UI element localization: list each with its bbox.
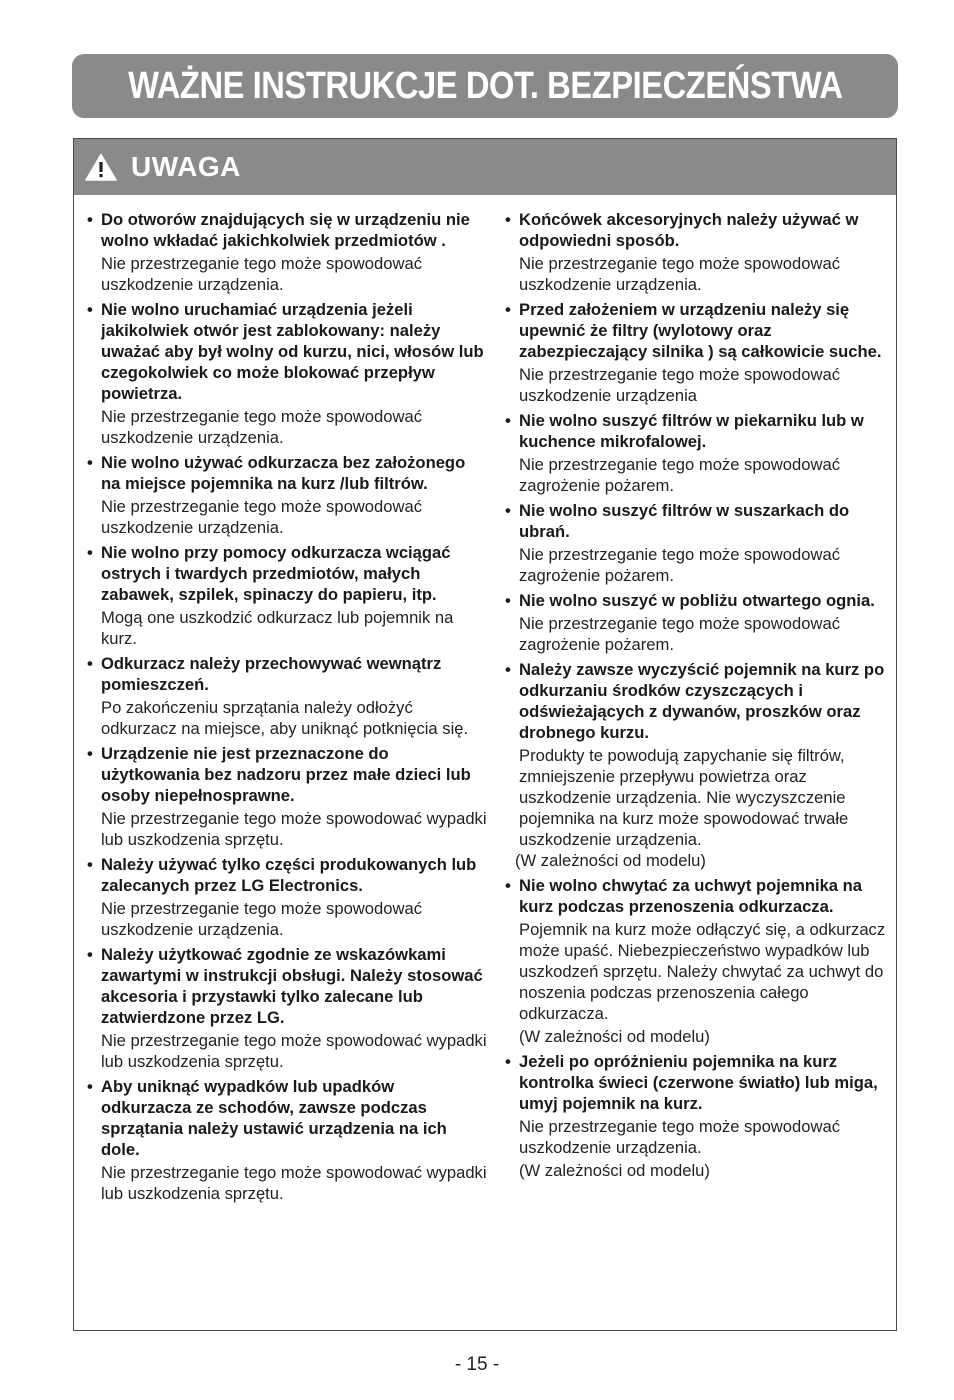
caution-box [73,138,897,1331]
list-item [87,209,487,295]
item-heading: • Należy używać tylko części produkowanych lub zalecanych przez LG Electronics. [87,854,487,896]
list-item [87,944,487,1072]
list-item [505,1051,889,1181]
caution-label: UWAGA [131,151,241,182]
item-body: Nie przestrzeganie tego może spowodować wypadki lub uszkodzenia sprzętu. [101,1031,487,1071]
list-item [505,875,889,1047]
model-note: (W zależności od modelu) [519,1027,710,1046]
list-item [505,299,889,406]
item-body: Po zakończeniu sprzątania należy odłożyć odkurzacz na miejsce, aby uniknąć potknięcia się. [101,698,469,738]
item-body: Mogą one uszkodzić odkurzacz lub pojemnik na kurz. [101,608,454,648]
list-item [87,299,487,448]
item-body: Nie przestrzeganie tego może spowodować zagrożenie pożarem. [519,455,840,495]
list-item [87,854,487,940]
item-body: Pojemnik na kurz może odłączyć się, a odkurzacz może upaść. Niebezpieczeństwo wypadków lub uszkodzeń sprzętu. Należy chwytać za uchwyt do noszenia podczas przenoszenia całego odkurzacza. [519,920,886,1023]
item-heading: • Nie wolno używać odkurzacza bez założonego na miejsce pojemnika na kurz /lub filtrów. [87,452,487,494]
item-body: Nie przestrzeganie tego może spowodować uszkodzenie urządzenia. [101,899,422,939]
list-item [87,743,487,850]
page-title-bar [72,54,898,118]
item-body: Nie przestrzeganie tego może spowodować uszkodzenie urządzenia. [519,254,840,294]
item-heading: • Przed założeniem w urządzeniu należy się upewnić że filtry (wylotowy oraz zabezpieczający silnika ) są całkowicie suche. [505,299,889,362]
item-body: Nie przestrzeganie tego może spowodować uszkodzenie urządzenia. [101,407,422,447]
page-title: WAŻNE INSTRUKCJE DOT. BEZPIECZEŃSTWA [127,64,843,107]
item-heading: • Nie wolno suszyć filtrów w piekarniku lub w kuchence mikrofalowej. [505,410,889,452]
item-heading: • Nie wolno suszyć w pobliżu otwartego ognia. [505,590,889,611]
item-body: Nie przestrzeganie tego może spowodować uszkodzenie urządzenia [519,365,840,405]
item-heading: • Urządzenie nie jest przeznaczone do użytkowania bez nadzoru przez małe dzieci lub osoby niepełnosprawne. [87,743,487,806]
list-item [505,209,889,295]
model-note: (W zależności od modelu) [519,1161,710,1180]
item-body: Nie przestrzeganie tego może spowodować uszkodzenie urządzenia. [101,254,422,294]
item-heading: • Należy użytkować zgodnie ze wskazówkami zawartymi w instrukcji obsługi. Należy stosować akcesoria i przystawki tylko zalecane lub zatwierdzone przez LG. [87,944,487,1028]
item-heading: • Do otworów znajdujących się w urządzeniu nie wolno wkładać jakichkolwiek przedmiotów . [87,209,487,251]
item-heading: • Odkurzacz należy przechowywać wewnątrz pomieszczeń. [87,653,487,695]
item-heading: • Aby uniknąć wypadków lub upadków odkurzacza ze schodów, zawsze podczas sprzątania należy ustawić urządzenia na ich dole. [87,1076,487,1160]
list-item [505,590,889,655]
right-column [505,209,889,1185]
item-heading: • Końcówek akcesoryjnych należy używać w odpowiedni sposób. [505,209,889,251]
list-item [87,1076,487,1204]
item-heading: • Jeżeli po opróżnieniu pojemnika na kurz kontrolka świeci (czerwone światło) lub miga, umyj pojemnik na kurz. [505,1051,889,1114]
model-note: (W zależności od modelu) [515,851,706,870]
list-item [505,410,889,496]
item-body: Nie przestrzeganie tego może spowodować wypadki lub uszkodzenia sprzętu. [101,1163,487,1203]
item-heading: • Nie wolno uruchamiać urządzenia jeżeli jakikolwiek otwór jest zablokowany: należy uważać aby był wolny od kurzu, nici, włosów lub czegokolwiek co może blokować przepływ powietrza. [87,299,487,404]
list-item [87,653,487,739]
item-body: Nie przestrzeganie tego może spowodować zagrożenie pożarem. [519,545,840,585]
list-item [505,659,889,871]
list-item [87,542,487,649]
item-heading: • Nie wolno chwytać za uchwyt pojemnika na kurz podczas przenoszenia odkurzacza. [505,875,889,917]
item-body: Nie przestrzeganie tego może spowodować zagrożenie pożarem. [519,614,840,654]
list-item [505,500,889,586]
item-body: Produkty te powodują zapychanie się filtrów, zmniejszenie przepływu powietrza oraz uszkodzenie urządzenia. Nie wyczyszczenie pojemnika na kurz może spowodować trwałe uszkodzenie urządzenia. [519,746,849,849]
item-body: Nie przestrzeganie tego może spowodować wypadki lub uszkodzenia sprzętu. [101,809,487,849]
item-body: Nie przestrzeganie tego może spowodować uszkodzenie urządzenia. [101,497,422,537]
left-column [87,209,487,1208]
item-heading: • Nie wolno przy pomocy odkurzacza wciągać ostrych i twardych przedmiotów, małych zabawek, szpilek, spinaczy do papieru, itp. [87,542,487,605]
warning-triangle-icon [85,153,117,181]
list-item [87,452,487,538]
page-number: - 15 - [454,1354,500,1375]
item-heading: • Nie wolno suszyć filtrów w suszarkach do ubrań. [505,500,889,542]
item-heading: • Należy zawsze wyczyścić pojemnik na kurz po odkurzaniu środków czyszczących i odświeżających z dywanów, proszków oraz drobnego kurzu. [505,659,889,743]
caution-header [74,139,896,195]
item-body: Nie przestrzeganie tego może spowodować uszkodzenie urządzenia. [519,1117,840,1157]
